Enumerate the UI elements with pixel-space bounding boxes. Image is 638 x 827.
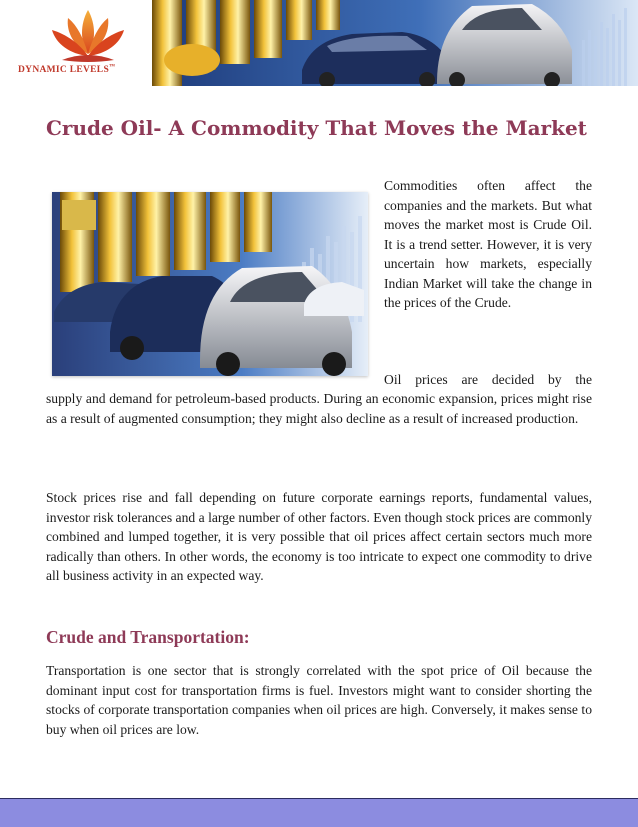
transportation-paragraph: Transportation is one sector that is strongly correlated with the spot price of Oil because the dominant input cost for transportation firms is fuel. Investors might want to consider shorting the stocks of corporate transportation companies when oil prices are high. Conversely, it makes sense to buy when oil prices are low.: [46, 663, 592, 737]
oil-prices-paragraph-first-line: Oil prices are decided by the: [384, 372, 592, 387]
logo-text: DYNAMIC LEVELS™: [18, 64, 116, 76]
section-heading: Crude and Transportation:: [46, 627, 250, 647]
oil-prices-paragraph: supply and demand for petroleum-based products. During an economic expansion, prices might rise as a result of augmented consumption; they might also decline as a result of increased production.: [46, 391, 592, 426]
oil-barrels-and-cars-photo: [152, 0, 638, 86]
header-banner: [0, 0, 638, 86]
article-title: Crude Oil- A Commodity That Moves the Market: [46, 116, 587, 140]
intro-paragraph: Commodities often affect the companies and the markets. But what moves the market most is Crude Oil. It is a trend setter. However, it is very uncertain how markets, especially Indian Market will take the change in the prices of the Crude.: [384, 178, 592, 310]
footer-bar: [0, 798, 638, 827]
stock-prices-paragraph: Stock prices rise and fall depending on future corporate earnings reports, fundamental values, investor risk tolerances and a large number of other factors. Even though stock prices are commonly combined and lumped together, it is very possible that oil prices affect certain sectors much more radically than others. In other words, the economy is too intricate to expect one commodity to drive all business activity in an expected way.: [46, 490, 592, 583]
article-photo: [52, 192, 368, 376]
